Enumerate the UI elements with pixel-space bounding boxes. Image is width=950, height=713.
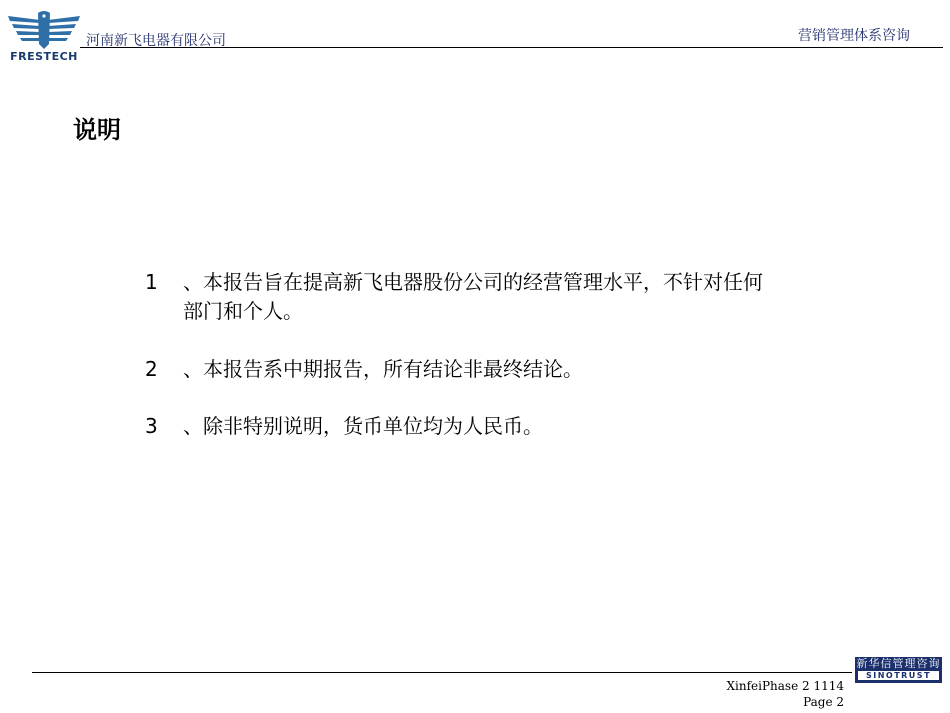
company-name: 河南新飞电器有限公司 — [86, 33, 226, 49]
note-text-continuation: 部门和个人。 — [183, 299, 303, 323]
note-number: 1 — [145, 270, 158, 294]
company-logo — [6, 10, 82, 64]
badge-name-cn: 新华信管理咨询 — [856, 657, 941, 670]
badge-name-en: SINOTRUST — [858, 671, 939, 680]
footer-divider — [32, 672, 852, 673]
page-title: 说明 — [73, 116, 121, 144]
header-divider — [80, 47, 943, 48]
footer-page-number: Page 2 — [803, 695, 844, 709]
note-text: 、本报告旨在提高新飞电器股份公司的经营管理水平，不针对任何 — [183, 270, 763, 294]
footer-document-code: XinfeiPhase 2 1114 — [726, 679, 844, 693]
note-text: 、本报告系中期报告，所有结论非最终结论。 — [183, 357, 583, 381]
consultancy-badge — [855, 657, 942, 683]
note-item-2 — [145, 355, 583, 384]
note-number: 2 — [145, 357, 158, 381]
eagle-logo-icon — [6, 10, 82, 52]
logo-text: FRESTECH — [10, 50, 78, 63]
note-item-3 — [145, 412, 543, 441]
note-item-1 — [145, 268, 865, 326]
consulting-project-title: 营销管理体系咨询 — [798, 28, 910, 44]
note-number: 3 — [145, 414, 158, 438]
note-text: 、除非特别说明，货币单位均为人民币。 — [183, 414, 543, 438]
